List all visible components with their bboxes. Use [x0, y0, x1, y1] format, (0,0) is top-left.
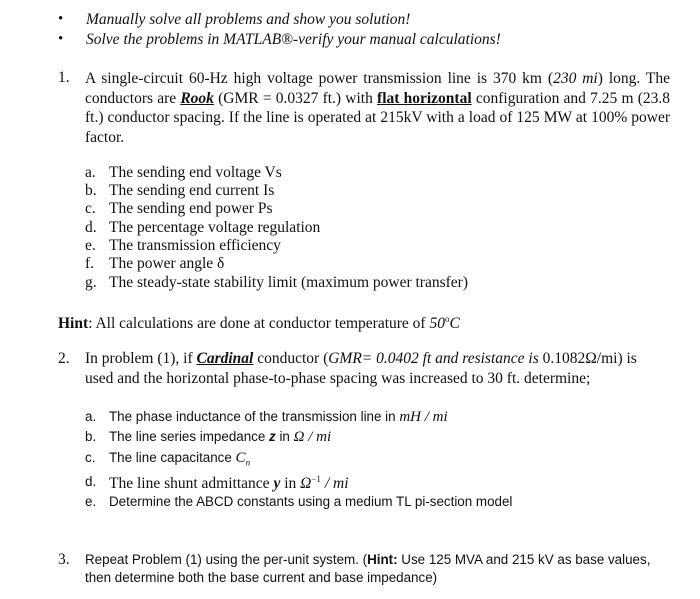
bullet-text: Manually solve all problems and show you solution!: [86, 11, 411, 28]
problem-number: 3.: [58, 551, 70, 568]
problem-number: 1.: [58, 69, 70, 86]
hint-line: Hint: All calculations are done at conductor temperature of 50$^o$C: [58, 314, 460, 333]
problem-1-text: A single-circuit 60-Hz high voltage power transmission line is 370 km (230 mi) long. The conductors are Rook (GMR = 0.0327 ft.) with flat horizontal configuration and 7.25 m (23.8 ft.) conductor spacing. If the line is operated at 215kV with a load of 125 MW at 100% power factor.: [85, 70, 671, 146]
problem-2-line-2: used and the horizontal phase-to-phase spacing was increased to 30 ft. determine;: [85, 370, 591, 387]
bullet-text: Solve the problems in MATLAB®-verify your manual calculations!: [86, 31, 501, 48]
problem-number: 2.: [58, 350, 70, 367]
problem-3-line-2: then determine both the base current and base impedance): [85, 570, 438, 585]
problem-3-line-1: Repeat Problem (1) using the per-unit system. (Hint: Use 125 MVA and 215 kV as base values,: [85, 552, 651, 567]
bullet-dot: •: [58, 31, 64, 47]
bullet-dot: •: [58, 11, 64, 27]
problem-2-line-1: In problem (1), if Cardinal conductor (GMR= 0.0402 ft and resistance is 0.1082Ω/mi) is: [85, 350, 637, 367]
